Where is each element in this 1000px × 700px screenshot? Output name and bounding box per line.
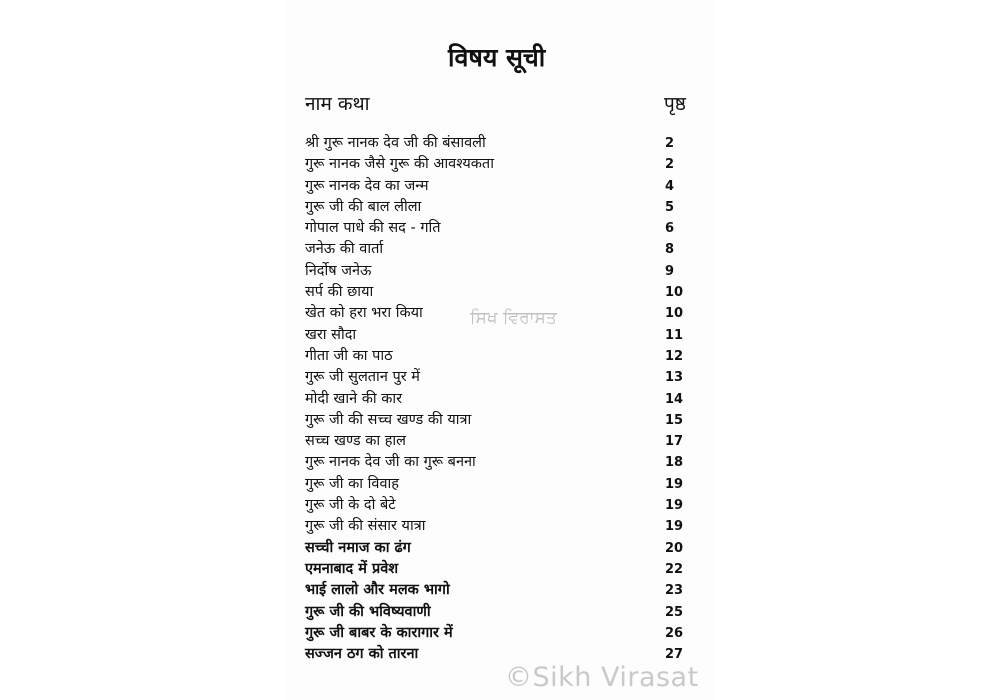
toc-entry-page: 19 [665, 519, 684, 535]
list-item [305, 474, 705, 495]
toc-entry-title: गुरू जी के दो बेटे [305, 497, 396, 514]
toc-entry-page: 27 [665, 647, 684, 663]
list-item [305, 282, 705, 303]
list-item [305, 559, 705, 580]
toc-entry-title: मोदी खाने की कार [305, 390, 403, 407]
column-header-name: नाम कथा [305, 93, 370, 115]
list-item [305, 516, 705, 537]
toc-entry-title: गुरू जी की भविष्यवाणी [305, 603, 431, 620]
toc-entry-title: सच्च खण्ड का हाल [305, 433, 406, 450]
list-item [305, 261, 705, 282]
toc-entry-page: 10 [665, 306, 684, 322]
toc-entry-page: 2 [665, 136, 675, 151]
watermark-corner: ©Sikh Virasat [505, 662, 699, 693]
toc-entry-page: 19 [665, 476, 684, 492]
list-item [305, 367, 705, 388]
toc-entry-page: 12 [665, 348, 684, 364]
toc-entry-page: 17 [665, 434, 684, 450]
toc-entry-page: 23 [665, 583, 684, 599]
toc-entry-title: गुरू जी की बाल लीला [305, 198, 422, 215]
toc-entry-title: सर्प की छाया [305, 284, 374, 301]
list-item [305, 154, 705, 175]
list-item [305, 410, 705, 431]
toc-entry-page: 6 [665, 221, 675, 237]
list-item [305, 239, 705, 260]
toc-entry-title: श्री गुरू नानक देव जी की बंसावली [305, 135, 486, 151]
toc-entry-title: खरा सौदा [305, 326, 357, 343]
list-item [305, 346, 705, 367]
toc-entry-page: 18 [665, 455, 684, 471]
toc-entry-title: भाई लालो और मलक भागो [305, 582, 450, 599]
list-item [305, 431, 705, 452]
table-of-contents [305, 133, 705, 665]
toc-entry-title: गोपाल पाधे की सद - गति [305, 220, 441, 237]
list-item [305, 495, 705, 516]
toc-entry-title: गुरू नानक देव जी का गुरू बनना [305, 454, 476, 471]
toc-entry-title: गुरू जी की संसार यात्रा [305, 518, 426, 535]
toc-entry-page: 15 [665, 412, 684, 428]
toc-entry-page: 4 [665, 178, 675, 194]
toc-entry-page: 11 [665, 327, 684, 343]
toc-entry-title: गुरू जी बाबर के कारागार में [305, 624, 453, 641]
toc-entry-title: गुरू जी की सच्च खण्ड की यात्रा [305, 411, 472, 428]
toc-entry-title: जनेऊ की वार्ता [305, 241, 384, 258]
toc-entry-title: गीता जी का पाठ [305, 347, 393, 364]
toc-entry-page: 14 [665, 391, 684, 407]
toc-entry-page: 10 [665, 285, 684, 301]
list-item [305, 452, 705, 473]
toc-entry-title: सज्जन ठग को तारना [305, 646, 419, 663]
toc-entry-page: 2 [665, 157, 675, 173]
toc-entry-title: खेत को हरा भरा किया [305, 305, 423, 322]
toc-entry-title: निर्दोष जनेऊ [305, 262, 372, 279]
list-item [305, 176, 705, 197]
list-item [305, 538, 705, 559]
page-title: विषय सूची [448, 43, 546, 72]
list-item [305, 197, 705, 218]
list-item [305, 580, 705, 601]
toc-entry-title: गुरू नानक जैसे गुरू की आवश्यकता [305, 156, 494, 173]
toc-entry-title: गुरू जी का विवाह [305, 475, 399, 492]
list-item [305, 218, 705, 239]
list-item [305, 389, 705, 410]
list-item [305, 602, 705, 623]
toc-entry-title: सच्ची नमाज का ढंग [305, 539, 411, 556]
toc-entry-page: 19 [665, 498, 684, 514]
toc-entry-page: 20 [665, 540, 684, 556]
toc-entry-page: 13 [665, 370, 684, 386]
toc-entry-title: गुरू जी सुलतान पुर में [305, 369, 420, 386]
list-item [305, 623, 705, 644]
column-header-page: पृष्ठ [664, 93, 686, 115]
toc-entry-page: 8 [665, 242, 675, 258]
toc-entry-page: 26 [665, 625, 684, 641]
toc-entry-title: गुरू नानक देव का जन्म [305, 177, 429, 194]
list-item [305, 133, 705, 154]
toc-entry-page: 9 [665, 263, 675, 279]
toc-entry-page: 5 [665, 199, 675, 215]
toc-entry-title: एमनाबाद में प्रवेश [305, 560, 399, 577]
toc-entry-page: 22 [665, 561, 684, 577]
watermark-center: ਸਿਖ ਵਿਰਾਸਤ [470, 308, 557, 328]
toc-entry-page: 25 [665, 604, 684, 620]
